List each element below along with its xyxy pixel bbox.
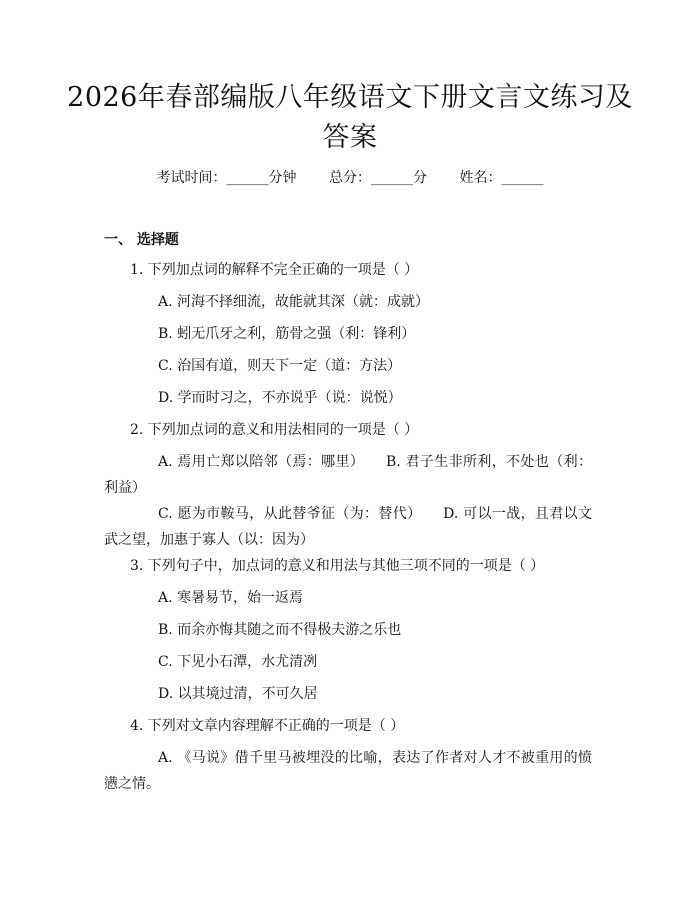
question-2-options-cd: C. 愿为市鞍马，从此替爷征（为：替代） D. 可以一战，且君以文武之望，加惠于寡人（以：因为） [104,506,592,548]
question-1-option-c: C. 治国有道，则天下一定（道：方法） [158,358,402,374]
question-4-stem: 4. 下列对文章内容理解不正确的一项是（ ） [130,718,405,734]
question-2-stem: 2. 下列加点词的意义和用法相同的一项是（ ） [130,422,419,438]
question-1-option-b: B. 蚓无爪牙之利，筋骨之强（利：锋利） [158,326,416,342]
question-3-option-c: C. 下见小石潭，水尤清冽 [158,654,318,670]
question-1-stem: 1. 下列加点词的解释不完全正确的一项是（ ） [130,262,419,278]
document-title: 2026年春部编版八年级语文下册文言文练习及答案 [67,82,633,153]
question-3-option-b: B. 而余亦悔其随之而不得极夫游之乐也 [158,622,402,638]
question-1-option-d: D. 学而时习之，不亦说乎（说：说悦） [158,390,402,406]
exam-info [0,168,700,188]
question-2-options-ab: A. 焉用亡郑以陪邻（焉：哪里） B. 君子生非所利，不处也（利：利益） [104,454,592,496]
student-name: 姓名：______ [459,170,544,186]
question-3-option-d: D. 以其境过清，不可久居 [158,686,318,702]
section-heading: 一、 选择题 [104,232,179,248]
question-3-stem: 3. 下列句子中，加点词的意义和用法与其他三项不同的一项是（ ） [130,558,545,574]
exam-time: 考试时间：______分钟 [156,170,297,186]
exam-score: 总分：______分 [329,170,427,186]
question-4-option-a: A. 《马说》借千里马被埋没的比喻，表达了作者对人才不被重用的愤懑之情。 [104,750,592,792]
question-3-option-a: A. 寒暑易节，始一返焉 [158,590,304,606]
question-1-option-a: A. 河海不择细流，故能就其深（就：成就） [158,294,430,310]
